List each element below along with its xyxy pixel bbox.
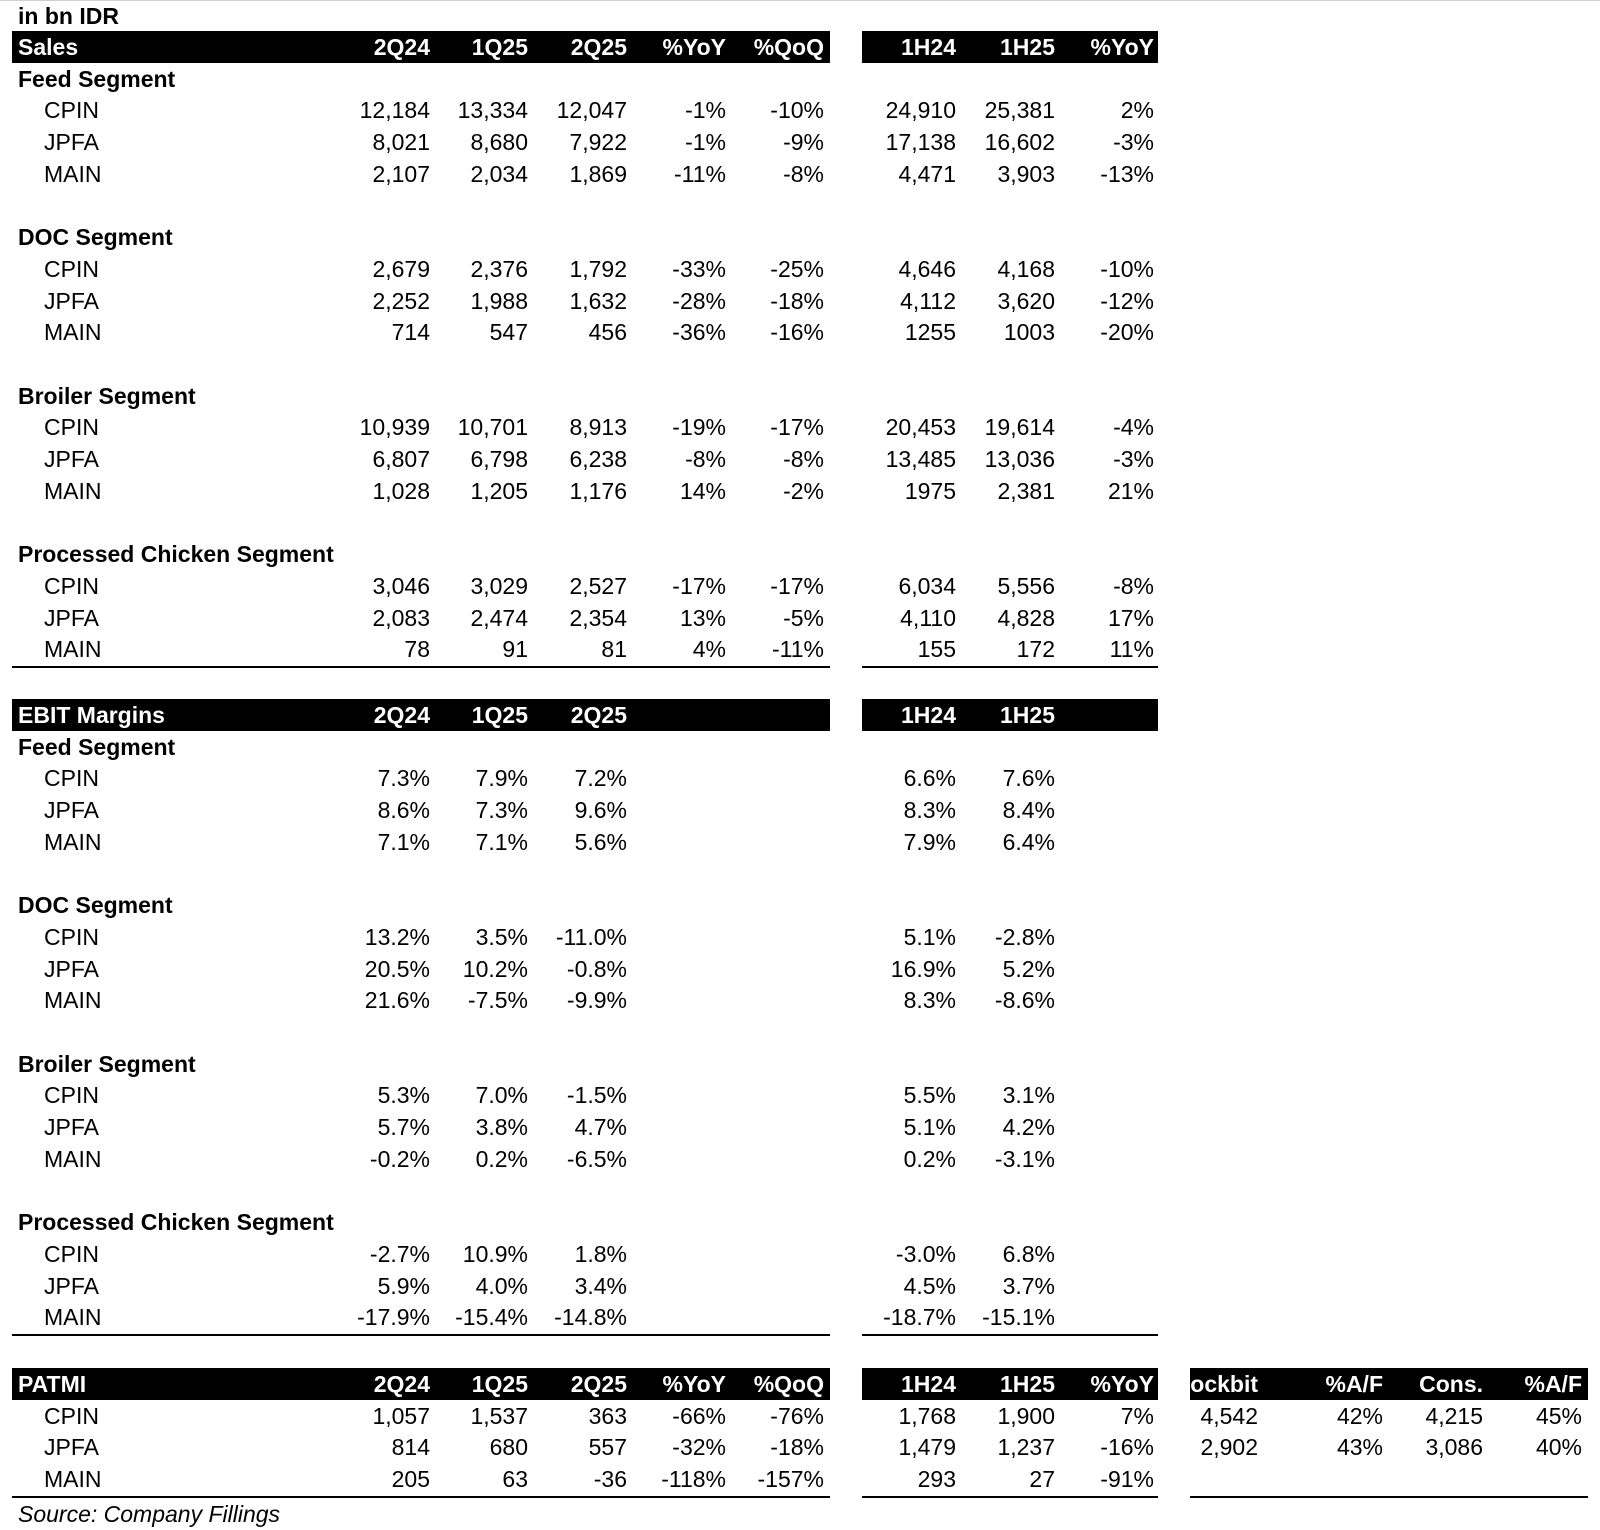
table-cell: -0.8% (566, 955, 627, 982)
table-cell: 11% (1109, 636, 1154, 663)
table-cell: 6,798 (470, 446, 528, 473)
table-cell: 8,680 (470, 129, 528, 156)
table-cell: 17,138 (885, 129, 956, 156)
table-cell: 8.3% (903, 797, 956, 824)
table-cell: 10,939 (359, 414, 430, 441)
table-cell: -18% (770, 287, 824, 314)
table-cell: 7.9% (903, 828, 956, 855)
table-cell: 13% (679, 604, 726, 631)
table-cell: 7.6% (1002, 765, 1055, 792)
table-cell: 2% (1120, 97, 1154, 124)
table-cell: 557 (588, 1434, 627, 1461)
table-cell: -118% (661, 1466, 726, 1493)
table-cell: 1,768 (898, 1402, 956, 1429)
table-cell: -25% (770, 255, 824, 282)
table-cell: 21.6% (364, 987, 430, 1014)
segment-title: DOC Segment (18, 224, 173, 251)
row-label: CPIN (44, 1240, 99, 1267)
sales-bottom-rule-halfyear (862, 666, 1158, 668)
sales-col-header: 2Q25 (570, 34, 627, 60)
table-cell: -1.5% (566, 1082, 627, 1109)
table-cell: 814 (391, 1434, 430, 1461)
table-cell: 547 (489, 319, 528, 346)
table-cell: 2,034 (470, 160, 528, 187)
table-cell: 1,205 (470, 477, 528, 504)
sales-title: Sales (18, 34, 79, 60)
table-cell: 13,334 (457, 97, 528, 124)
table-cell: 2,376 (470, 255, 528, 282)
table-cell: -14.8% (554, 1304, 627, 1331)
table-cell: 12,047 (556, 97, 627, 124)
row-label: MAIN (44, 636, 102, 663)
unit-label: in bn IDR (18, 3, 119, 29)
table-cell: 4,471 (898, 160, 956, 187)
table-cell: 91 (502, 636, 528, 663)
table-cell: 4,646 (898, 255, 956, 282)
table-cell: -6.5% (566, 1145, 627, 1172)
table-cell: 7.9% (475, 765, 528, 792)
table-cell: 5.1% (903, 1114, 956, 1141)
table-cell: -5% (783, 604, 824, 631)
ebit-bottom-rule-halfyear (862, 1334, 1158, 1336)
table-cell: 43% (1336, 1434, 1383, 1461)
row-label: JPFA (44, 1272, 99, 1299)
table-cell: 7.1% (475, 828, 528, 855)
table-cell: 1255 (904, 319, 956, 346)
table-cell: -1% (685, 129, 726, 156)
segment-title: DOC Segment (18, 892, 173, 919)
table-cell: 2,527 (569, 572, 627, 599)
sales-col-header: %YoY (1090, 34, 1154, 60)
table-cell: 3.8% (475, 1114, 528, 1141)
patmi-col-header: %A/F (1325, 1371, 1383, 1397)
ebit-col-header: 1Q25 (471, 702, 528, 728)
table-cell (1138, 1463, 1258, 1495)
table-cell: 4,828 (997, 604, 1055, 631)
table-cell: 8.4% (1002, 797, 1055, 824)
table-cell: 17% (1107, 604, 1154, 631)
table-cell: 16.9% (890, 955, 956, 982)
table-cell: 7.3% (475, 797, 528, 824)
patmi-col-header: %YoY (662, 1371, 726, 1397)
table-cell: 0.2% (475, 1145, 528, 1172)
table-cell: 10.2% (462, 955, 528, 982)
table-cell: 78 (404, 636, 430, 663)
row-label: CPIN (44, 414, 99, 441)
table-cell: -17.9% (357, 1304, 430, 1331)
table-cell: 4.2% (1002, 1114, 1055, 1141)
table-cell: -76% (770, 1402, 824, 1429)
sales-col-header: 2Q24 (373, 34, 430, 60)
table-cell: 10,701 (457, 414, 528, 441)
table-cell: 1003 (1003, 319, 1055, 346)
table-cell: 5,556 (997, 572, 1055, 599)
segment-title: Broiler Segment (18, 1050, 196, 1077)
table-cell: 20.5% (364, 955, 430, 982)
table-cell: -4% (1113, 414, 1154, 441)
table-cell: 6,034 (898, 572, 956, 599)
sales-bottom-rule-quarterly (12, 666, 830, 668)
table-cell: 3.1% (1002, 1082, 1055, 1109)
table-cell: -11% (772, 636, 824, 663)
table-cell: 7.2% (574, 765, 627, 792)
row-label: JPFA (44, 955, 99, 982)
table-cell: 5.5% (903, 1082, 956, 1109)
row-label: MAIN (44, 1145, 102, 1172)
table-cell: 45% (1535, 1402, 1582, 1429)
table-cell: 2,354 (569, 604, 627, 631)
ebit-col-header: 2Q25 (570, 702, 627, 728)
patmi-col-header: Stockbit (1167, 1371, 1258, 1397)
table-cell: -3% (1113, 129, 1154, 156)
table-cell: 8.6% (377, 797, 430, 824)
table-cell: 5.3% (377, 1082, 430, 1109)
table-cell: 155 (917, 636, 956, 663)
row-label: JPFA (44, 1434, 99, 1461)
table-cell: 16,602 (984, 129, 1055, 156)
table-cell: 1,057 (372, 1402, 430, 1429)
table-cell: -36 (593, 1466, 627, 1493)
table-cell: 4.7% (574, 1114, 627, 1141)
table-cell: 4,542 (1200, 1402, 1258, 1429)
table-cell: 21% (1107, 477, 1154, 504)
table-cell: 4.0% (475, 1272, 528, 1299)
table-cell: 3,029 (470, 572, 528, 599)
patmi-col-header: 1H24 (901, 1371, 956, 1397)
table-cell: 4.5% (903, 1272, 956, 1299)
table-cell: -91% (1100, 1466, 1154, 1493)
table-cell: -2.7% (369, 1240, 430, 1267)
table-cell: -10% (770, 97, 824, 124)
table-cell: 27 (1029, 1466, 1055, 1493)
table-cell: 42% (1336, 1402, 1383, 1429)
table-cell: -1% (685, 97, 726, 124)
table-cell: 7% (1120, 1402, 1154, 1429)
table-cell: 205 (391, 1466, 430, 1493)
table-cell: 25,381 (984, 97, 1055, 124)
table-cell: 2,902 (1200, 1434, 1258, 1461)
table-cell: 5.6% (574, 828, 627, 855)
patmi-title: PATMI (18, 1371, 87, 1397)
table-cell: 2,679 (372, 255, 430, 282)
table-cell: 7.1% (377, 828, 430, 855)
table-cell: 172 (1016, 636, 1055, 663)
row-label: CPIN (44, 255, 99, 282)
table-cell: -11.0% (555, 923, 627, 950)
table-cell: 1,988 (470, 287, 528, 314)
ebit-col-header: 1H24 (901, 702, 956, 728)
table-cell: -19% (672, 414, 726, 441)
sales-col-header: %QoQ (753, 34, 824, 60)
table-cell: -8% (783, 160, 824, 187)
table-cell: -10% (1100, 255, 1154, 282)
table-cell: -3.1% (994, 1145, 1055, 1172)
patmi-col-header: 1H25 (1000, 1371, 1055, 1397)
row-label: MAIN (44, 987, 102, 1014)
table-cell: 13,485 (885, 446, 956, 473)
table-cell: 7.0% (475, 1082, 528, 1109)
table-cell: 1975 (904, 477, 956, 504)
table-cell: 1,028 (372, 477, 430, 504)
table-cell: 3.5% (475, 923, 528, 950)
table-cell: 14% (679, 477, 726, 504)
table-cell: 10.9% (462, 1240, 528, 1267)
table-cell: 8,021 (372, 129, 430, 156)
table-cell: 13,036 (984, 446, 1055, 473)
row-label: MAIN (44, 477, 102, 504)
row-label: CPIN (44, 1082, 99, 1109)
segment-title: Feed Segment (18, 733, 176, 760)
table-cell: 1.8% (574, 1240, 627, 1267)
table-cell: 2,107 (372, 160, 430, 187)
table-cell: 3,046 (372, 572, 430, 599)
table-cell: 4% (692, 636, 726, 663)
patmi-bottom-rule-consensus (1190, 1496, 1588, 1498)
table-cell: 3.4% (574, 1272, 627, 1299)
patmi-col-header: %YoY (1090, 1371, 1154, 1397)
table-cell: 6.8% (1002, 1240, 1055, 1267)
row-label: CPIN (44, 923, 99, 950)
row-label: MAIN (44, 160, 102, 187)
segment-title: Broiler Segment (18, 382, 196, 409)
table-cell: 40% (1535, 1434, 1582, 1461)
table-cell: 456 (588, 319, 627, 346)
sales-col-header: 1H24 (901, 34, 956, 60)
table-cell: -32% (672, 1434, 726, 1461)
ebit-title: EBIT Margins (18, 702, 165, 728)
table-cell: -15.4% (455, 1304, 528, 1331)
table-cell: 363 (588, 1402, 627, 1429)
table-cell: -3.0% (895, 1240, 956, 1267)
table-cell: -17% (672, 572, 726, 599)
table-cell: 3,903 (997, 160, 1055, 187)
patmi-col-header: %A/F (1524, 1371, 1582, 1397)
row-label: MAIN (44, 1466, 102, 1493)
row-label: CPIN (44, 1402, 99, 1429)
table-cell: 3,620 (997, 287, 1055, 314)
row-label: JPFA (44, 129, 99, 156)
row-label: JPFA (44, 604, 99, 631)
sales-col-header: 1Q25 (471, 34, 528, 60)
table-cell: -2% (783, 477, 824, 504)
table-cell: 680 (489, 1434, 528, 1461)
table-cell: -8% (685, 446, 726, 473)
table-cell: 9.6% (574, 797, 627, 824)
patmi-col-header: %QoQ (753, 1371, 824, 1397)
table-cell: 6,807 (372, 446, 430, 473)
table-cell: 7.3% (377, 765, 430, 792)
patmi-col-header: Cons. (1419, 1371, 1483, 1397)
table-cell: 1,900 (997, 1402, 1055, 1429)
table-cell: -17% (770, 414, 824, 441)
table-cell: -12% (1100, 287, 1154, 314)
table-cell: 1,479 (898, 1434, 956, 1461)
row-label: JPFA (44, 797, 99, 824)
table-cell: 81 (601, 636, 627, 663)
table-cell: 2,381 (997, 477, 1055, 504)
table-cell: 2,083 (372, 604, 430, 631)
table-cell: 6.6% (903, 765, 956, 792)
table-cell: 8,913 (569, 414, 627, 441)
table-cell: 3.7% (1002, 1272, 1055, 1299)
table-cell: 1,176 (569, 477, 627, 504)
table-cell: -9.9% (566, 987, 627, 1014)
sales-col-header: 1H25 (1000, 34, 1055, 60)
patmi-col-header: 2Q25 (570, 1371, 627, 1397)
source-note: Source: Company Fillings (18, 1500, 281, 1527)
table-cell: 4,110 (900, 604, 956, 631)
table-cell: 2,474 (470, 604, 528, 631)
table-cell: -8.6% (994, 987, 1055, 1014)
table-cell: 0.2% (903, 1145, 956, 1172)
table-cell (1462, 1463, 1582, 1495)
table-cell: -2.8% (994, 923, 1055, 950)
row-label: CPIN (44, 572, 99, 599)
table-cell: -15.1% (982, 1304, 1055, 1331)
table-cell: 5.7% (377, 1114, 430, 1141)
row-label: JPFA (44, 446, 99, 473)
table-cell: 3,086 (1425, 1434, 1483, 1461)
table-cell: -36% (672, 319, 726, 346)
table-cell: 20,453 (885, 414, 956, 441)
patmi-col-header: 2Q24 (373, 1371, 430, 1397)
table-cell: -7.5% (467, 987, 528, 1014)
table-cell: 6.4% (1002, 828, 1055, 855)
table-cell: -11% (674, 160, 726, 187)
table-cell: -17% (770, 572, 824, 599)
table-cell: -3% (1113, 446, 1154, 473)
table-cell: -13% (1100, 160, 1154, 187)
row-label: CPIN (44, 97, 99, 124)
segment-title: Processed Chicken Segment (18, 1209, 334, 1236)
table-cell: 1,237 (997, 1434, 1055, 1461)
table-cell: 63 (502, 1466, 528, 1493)
segment-title: Processed Chicken Segment (18, 541, 334, 568)
row-label: CPIN (44, 765, 99, 792)
table-cell: -18% (770, 1434, 824, 1461)
table-cell: 5.2% (1002, 955, 1055, 982)
table-cell: -8% (783, 446, 824, 473)
table-cell: -16% (1100, 1434, 1154, 1461)
table-cell: -0.2% (369, 1145, 430, 1172)
row-label: MAIN (44, 1304, 102, 1331)
table-cell: 5.1% (903, 923, 956, 950)
table-cell: 4,112 (900, 287, 956, 314)
table-cell: 1,869 (569, 160, 627, 187)
row-label: JPFA (44, 1114, 99, 1141)
table-cell: 19,614 (984, 414, 1055, 441)
table-cell: 4,168 (997, 255, 1055, 282)
table-cell: 12,184 (359, 97, 430, 124)
table-cell: -16% (770, 319, 824, 346)
table-cell: 24,910 (885, 97, 956, 124)
table-cell: 2,252 (372, 287, 430, 314)
table-cell: 5.9% (377, 1272, 430, 1299)
table-cell: -9% (783, 129, 824, 156)
patmi-bottom-rule-halfyear (862, 1496, 1158, 1498)
row-label: MAIN (44, 319, 102, 346)
table-cell: -157% (757, 1466, 824, 1493)
row-label: JPFA (44, 287, 99, 314)
patmi-col-header: 1Q25 (471, 1371, 528, 1397)
table-cell: 7,922 (569, 129, 627, 156)
sales-col-header: %YoY (662, 34, 726, 60)
table-cell: 6,238 (569, 446, 627, 473)
segment-title: Feed Segment (18, 65, 176, 92)
table-cell: 1,792 (569, 255, 627, 282)
table-cell: -8% (1113, 572, 1154, 599)
table-cell: -20% (1100, 319, 1154, 346)
ebit-col-header: 1H25 (1000, 702, 1055, 728)
table-cell: -66% (672, 1402, 726, 1429)
table-cell: 8.3% (903, 987, 956, 1014)
table-cell: 1,632 (569, 287, 627, 314)
ebit-col-header: 2Q24 (373, 702, 430, 728)
table-cell: 4,215 (1425, 1402, 1483, 1429)
table-cell: 714 (391, 319, 430, 346)
table-cell: -28% (672, 287, 726, 314)
table-cell: -18.7% (883, 1304, 956, 1331)
table-cell: 13.2% (364, 923, 430, 950)
table-cell: 293 (917, 1466, 956, 1493)
table-cell: 1,537 (470, 1402, 528, 1429)
row-label: MAIN (44, 828, 102, 855)
table-cell: -33% (672, 255, 726, 282)
ebit-bottom-rule-quarterly (12, 1334, 830, 1336)
